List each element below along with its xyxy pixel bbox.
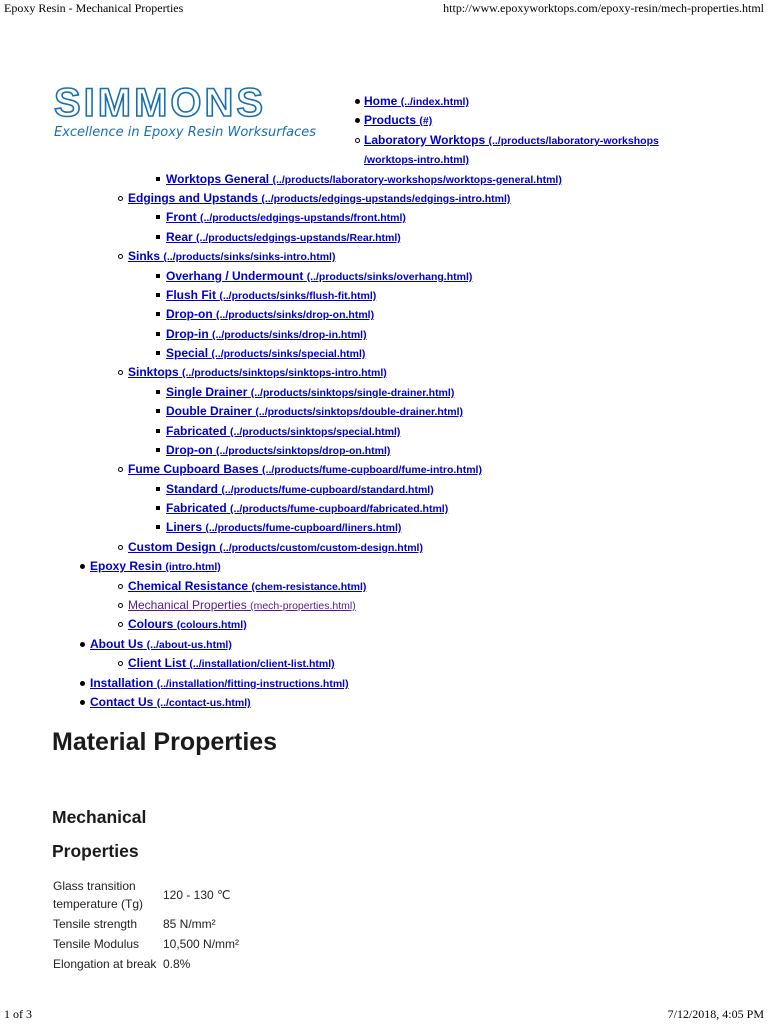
table-row [50,914,242,934]
print-datetime: 7/12/2018, 4:05 PM [667,1007,764,1021]
table-row [50,876,242,914]
nav-label: Products [364,113,417,127]
square-bullet [153,208,163,226]
print-page-url: http://www.epoxyworktops.com/epoxy-resin/mech-properties.html [443,1,764,15]
print-header [0,0,768,16]
circle-bullet [115,577,125,595]
nav-url: (../products/edgings-upstands/Rear.html) [196,232,401,244]
nav-url: (../contact-us.html) [156,697,251,709]
nav-label: Fume Cupboard Bases [128,462,259,476]
property-value: 0.8% [163,957,191,971]
nav-label: Sinktops [128,365,179,379]
nav-link-mechanical-properties[interactable] [128,596,356,615]
nav-link-contact-us[interactable] [90,693,251,712]
disc-bullet [77,693,87,711]
nav-url: (intro.html) [165,561,221,573]
nav-url: (../products/edgings-upstands/front.html) [200,212,406,224]
table-row [50,954,242,974]
nav-url: (../products/sinks/overhang.html) [306,271,473,283]
nav-url: (../products/sinks/drop-in.html) [212,329,367,341]
nav-link-sinktops[interactable] [128,363,387,382]
nav-link-sinks[interactable] [128,247,335,266]
nav-label: Mechanical Properties [128,598,247,612]
disc-bullet [77,557,87,575]
nav-label: Colours [128,617,174,631]
nav-url: (../products/fume-cupboard/standard.html) [221,484,434,496]
nav-url: (mech-properties.html) [250,600,356,612]
nav-link-fabricated-fume[interactable] [166,499,448,518]
print-page-number: 1 of 3 [4,1007,32,1021]
nav-link-front[interactable] [166,208,406,227]
nav-label: Special [166,346,209,360]
nav-link-worktops-general[interactable] [166,170,562,189]
nav-url: (../products/fume-cupboard/fabricated.html) [230,503,449,515]
square-bullet [153,344,163,362]
square-bullet [153,422,163,440]
nav-url: (../products/sinks/special.html) [211,348,366,360]
nav-link-double-drainer[interactable] [166,402,463,421]
property-name: Elongation at break [53,957,157,971]
nav-url: (../installation/fitting-instructions.html) [156,678,349,690]
nav-label: About Us [90,637,144,651]
nav-label: Laboratory Worktops [364,133,486,147]
nav-label: Sinks [128,249,161,263]
nav-label: Chemical Resistance [128,579,249,593]
nav-url: (../installation/client-list.html) [189,658,335,670]
nav-link-special[interactable] [166,344,365,363]
disc-bullet [77,635,87,653]
simmons-logo[interactable] [52,80,344,146]
nav-url: (../products/sinktops/special.html) [230,426,401,438]
property-name: Tensile Modulus [53,937,140,951]
square-bullet [153,480,163,498]
nav-link-laboratory-worktops[interactable] [364,131,659,150]
logo-wordmark: SIMMONS [54,81,267,125]
nav-label: Single Drainer [166,385,248,399]
nav-label: Rear [166,230,193,244]
nav-label: Custom Design [128,540,217,554]
circle-bullet [115,615,125,633]
circle-bullet [115,460,125,478]
nav-label: Edgings and Upstands [128,191,259,205]
circle-bullet [115,247,125,265]
nav-link-drop-in[interactable] [166,325,367,344]
nav-link-fume-cupboard[interactable] [128,460,482,479]
nav-label: Drop-on [166,307,213,321]
nav-link-custom-design[interactable] [128,538,423,557]
circle-bullet [115,654,125,672]
nav-label: Installation [90,676,154,690]
nav-link-about-us[interactable] [90,635,232,654]
square-bullet [153,441,163,459]
nav-link-rear[interactable] [166,228,401,247]
page-title: Material Properties [52,728,278,756]
property-name: Tensile strength [53,917,138,931]
nav-label: Flush Fit [166,288,216,302]
nav-link-installation[interactable] [90,674,349,693]
square-bullet [153,518,163,536]
nav-url: (../products/sinks/flush-fit.html) [219,290,377,302]
nav-label: Worktops General [166,172,270,186]
nav-url: (../about-us.html) [146,639,232,651]
nav-label: Client List [128,656,187,670]
nav-link-standard[interactable] [166,480,434,499]
circle-bullet [115,189,125,207]
nav-link-drop-on-sink[interactable] [166,305,374,324]
circle-bullet [115,538,125,556]
nav-label: Standard [166,482,219,496]
nav-url: (../products/sinktops/sinktops-intro.html) [182,367,387,379]
square-bullet [153,170,163,188]
nav-link-drop-on-sinktop[interactable] [166,441,390,460]
nav-link-edgings[interactable] [128,189,510,208]
property-value: 120 - 130 ℃ [163,888,231,902]
nav-link-liners[interactable] [166,518,401,537]
disc-bullet [352,111,362,129]
nav-url: (chem-resistance.html) [251,581,367,593]
square-bullet [153,499,163,517]
nav-link-laboratory-worktops-cont[interactable] [364,150,469,169]
nav-url: (../products/edgings-upstands/edgings-intro.html) [261,193,511,205]
property-name: Glass transition temperature (Tg) [53,879,144,911]
nav-url: (../products/sinks/sinks-intro.html) [163,251,336,263]
nav-link-flush-fit[interactable] [166,286,376,305]
nav-url: (../products/sinks/drop-on.html) [216,309,375,321]
nav-link-single-drainer[interactable] [166,383,454,402]
disc-bullet [77,674,87,692]
nav-url: (../index.html) [400,96,469,108]
square-bullet [153,267,163,285]
nav-label: Drop-on [166,443,213,457]
nav-label: Fabricated [166,424,227,438]
square-bullet [153,325,163,343]
nav-link-chemical-resistance[interactable] [128,577,366,596]
circle-bullet [352,131,362,149]
nav-label: Epoxy Resin [90,559,163,573]
nav-url: (../products/sinktops/drop-on.html) [216,445,391,457]
nav-url: (../products/fume-cupboard/liners.html) [205,522,402,534]
nav-url: (colours.html) [176,619,247,631]
nav-link-overhang[interactable] [166,267,472,286]
square-bullet [153,305,163,323]
nav-url: (#) [419,115,433,127]
print-footer [0,1006,768,1022]
nav-label: Home [364,94,398,108]
mechanical-properties-table [50,876,242,974]
disc-bullet [352,92,362,110]
nav-link-home[interactable] [364,92,469,111]
circle-bullet [115,596,125,614]
nav-link-products[interactable] [364,111,432,130]
nav-label: Fabricated [166,501,227,515]
circle-bullet [115,363,125,381]
nav-link-epoxy-resin[interactable] [90,557,221,576]
square-bullet [153,383,163,401]
print-page-title: Epoxy Resin - Mechanical Properties [4,1,184,15]
property-value: 10,500 N/mm² [163,937,240,951]
nav-url: (../products/custom/custom-design.html) [219,542,423,554]
nav-link-fabricated-sinktop[interactable] [166,422,400,441]
nav-url: (../products/laboratory-workshops/worktops-general.html) [272,174,562,186]
property-value: 85 N/mm² [163,917,216,931]
nav-label: Contact Us [90,695,154,709]
nav-url: (../products/sinktops/double-drainer.html) [255,406,464,418]
nav-url: (../products/fume-cupboard/fume-intro.html) [262,464,482,476]
square-bullet [153,228,163,246]
nav-label: Double Drainer [166,404,253,418]
nav-label: Overhang / Undermount [166,269,304,283]
nav-label: Drop-in [166,327,209,341]
square-bullet [153,402,163,420]
nav-url: (../products/sinktops/single-drainer.html) [250,387,455,399]
nav-label: Front [166,210,197,224]
table-row [50,934,242,954]
logo-tagline: Excellence in Epoxy Resin Worksurfaces [54,125,316,140]
nav-link-colours[interactable] [128,615,247,634]
nav-url: (../products/laboratory-workshops [488,135,659,147]
square-bullet [153,286,163,304]
nav-link-client-list[interactable] [128,654,335,673]
nav-url: /worktops-intro.html) [364,154,469,166]
section-title: Mechanical Properties [52,807,147,861]
nav-label: Liners [166,520,203,534]
